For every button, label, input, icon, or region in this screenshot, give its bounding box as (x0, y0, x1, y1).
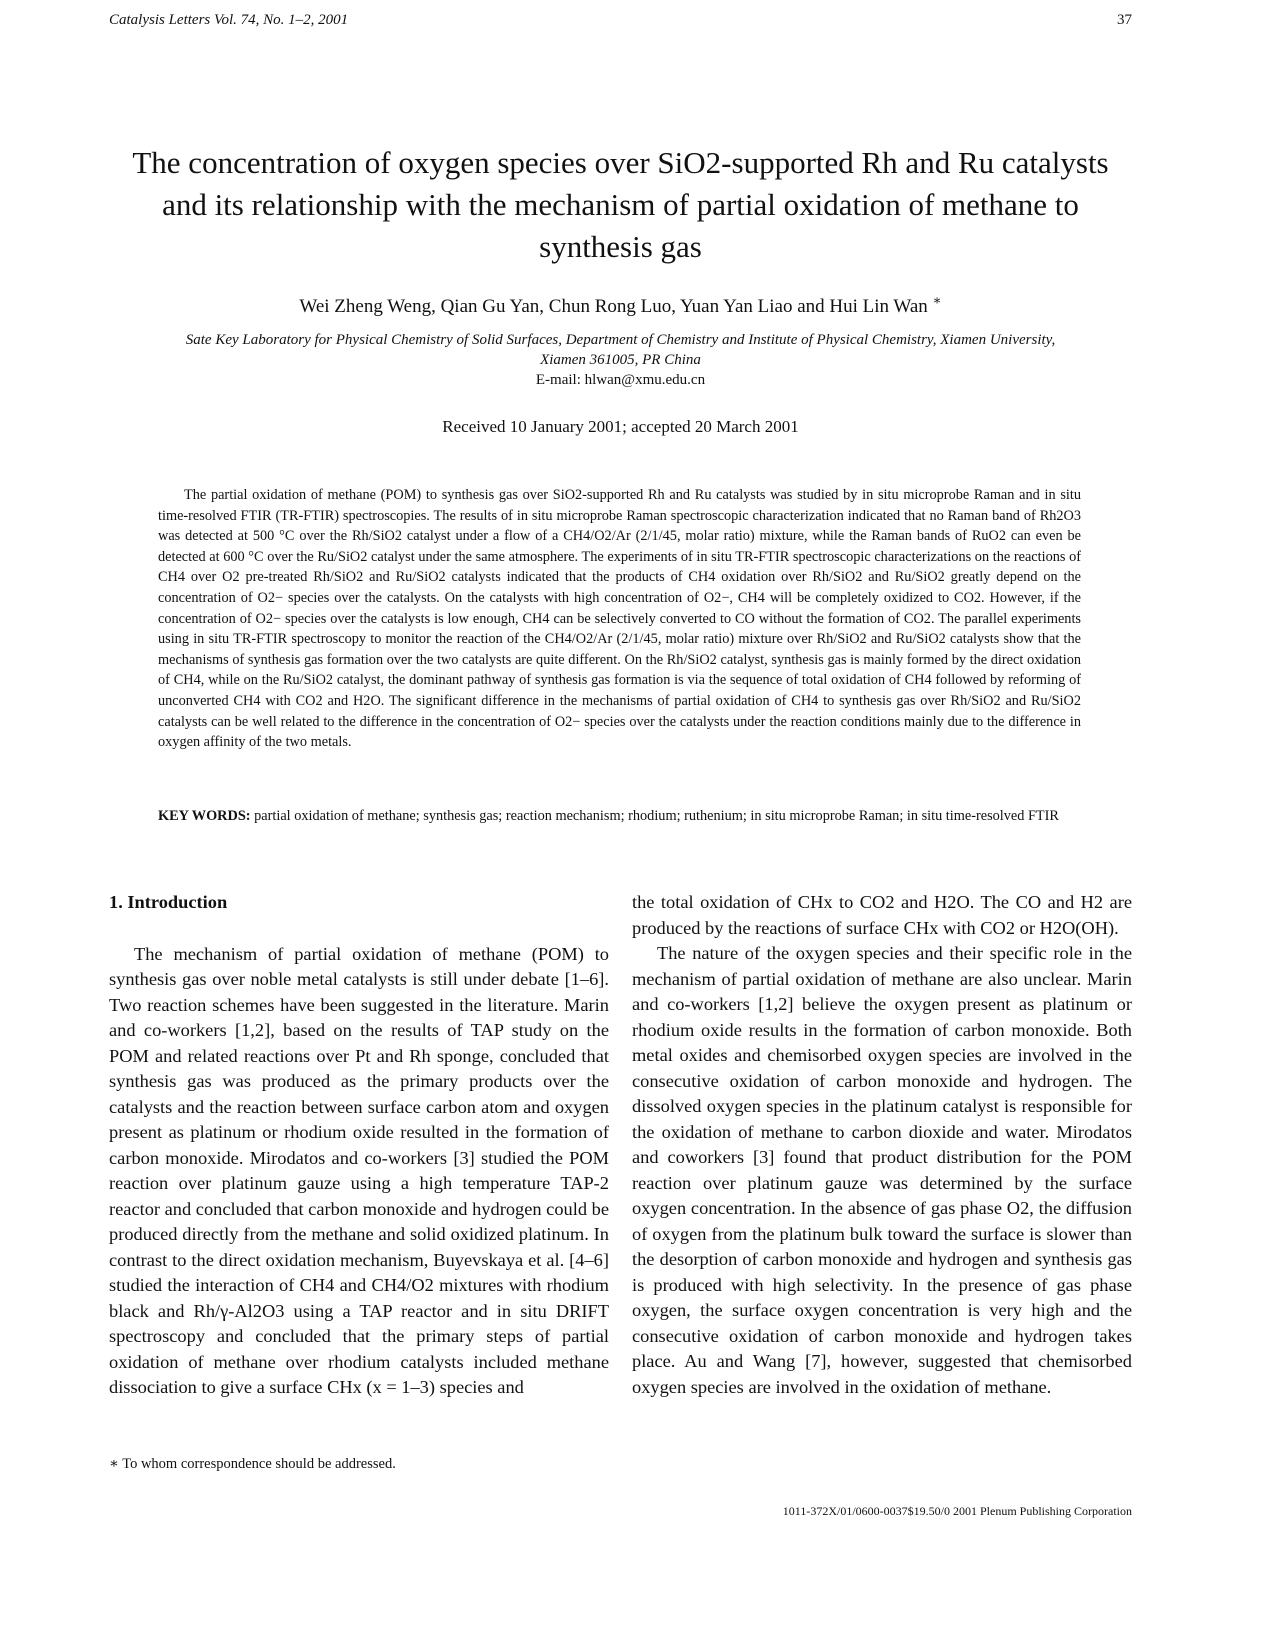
paper-title: The concentration of oxygen species over SiO2-supported Rh and Ru catalysts and its relationship with the mechanism of partial oxidation of methane to synthesis gas (132, 145, 1109, 264)
copyright-line: 1011-372X/01/0600-0037$19.50/0 2001 Plenum Publishing Corporation (782, 1504, 1132, 1518)
journal-citation: Catalysis Letters Vol. 74, No. 1–2, 2001 (109, 12, 349, 28)
footnote: ∗ To whom correspondence should be addressed. (109, 1456, 396, 1472)
keywords (158, 806, 1081, 827)
intro-paragraph-1: The mechanism of partial oxidation of methane (POM) to synthesis gas over noble metal catalysts is still under debate [1–6]. Two reaction schemes have been suggested in the literature. Marin and co-workers [1,2], based on the results of TAP study on the POM and related reactions over Pt and Rh sponge, concluded that synthesis gas was produced as the primary products over the catalysts and the reaction between surface carbon atom and oxygen present as platinum or rhodium oxide resulted in the formation of carbon monoxide. Mirodatos and co-workers [3] studied the POM reaction over platinum gauze using a high temperature TAP-2 reactor and concluded that carbon monoxide and hydrogen could be produced directly from the methane and solid oxidized platinum. In contrast to the direct oxidation mechanism, Buyevskaya et al. [4–6] studied the interaction of CH4 and CH4/O2 mixtures with rhodium black and Rh/γ-Al2O3 using a TAP reactor and in situ DRIFT spectroscopy and concluded that the primary steps of partial oxidation of methane over rhodium catalysts included methane dissociation to give a surface CHx (x = 1–3) species and (109, 943, 609, 1397)
abstract: The partial oxidation of methane (POM) to synthesis gas over SiO2-supported Rh and Ru catalysts was studied by in situ microprobe Raman and in situ time-resolved FTIR (TR-FTIR) spectroscopies. The results of in situ microprobe Raman spectroscopic characterization indicated that no Raman band of Rh2O3 was detected at 500 °C over the Rh/SiO2 catalyst under a flow of a CH4/O2/Ar (2/1/45, molar ratio) mixture, while the Raman bands of RuO2 can even be detected at 600 °C over the Ru/SiO2 catalyst under the same atmosphere. The experiments of in situ TR-FTIR spectroscopic characterizations on the reactions of CH4 over O2 pre-treated Rh/SiO2 and Ru/SiO2 catalysts indicated that the products of CH4 oxidation over Rh/SiO2 and Ru/SiO2 greatly depend on the concentration of O2− species over the catalysts. On the catalysts with high concentration of O2−, CH4 will be completely oxidized to CO2. However, if the concentration of O2− species over the catalysts is low enough, CH4 can be selectively converted to CO without the formation of CO2. The parallel experiments using in situ TR-FTIR spectroscopy to monitor the reaction of the CH4/O2/Ar (2/1/45, molar ratio) mixture over Rh/SiO2 and Ru/SiO2 catalysts show that the mechanisms of synthesis gas formation over the two catalysts are quite different. On the Rh/SiO2 catalyst, synthesis gas is mainly formed by the direct oxidation of CH4, while on the Ru/SiO2 catalyst, the dominant pathway of synthesis gas formation is via the sequence of total oxidation of CH4 followed by reforming of unconverted CH4 with CO2 and H2O. The significant difference in the mechanisms of partial oxidation of CH4 to synthesis gas over Rh/SiO2 and Ru/SiO2 catalysts can be well related to the difference in the concentration of O2− species over the catalysts under the reaction conditions mainly due to the difference in oxygen affinity of the two metals. (158, 487, 1081, 751)
affiliation (109, 330, 1132, 390)
author-names: Wei Zheng Weng, Qian Gu Yan, Chun Rong Luo, Yuan Yan Liao and Hui Lin Wan (299, 296, 928, 317)
keywords-label: KEY WORDS: (158, 808, 251, 824)
intro-paragraph-continued: the total oxidation of CHx to CO2 and H2O. The CO and H2 are produced by the reactions of surface CHx with CO2 or H2O(OH). (632, 892, 1132, 938)
intro-paragraph-2: The nature of the oxygen species and their specific role in the mechanism of partial oxidation of methane are also unclear. Marin and co-workers [1,2] believe the oxygen present as platinum or rhodium oxide results in the formation of carbon monoxide. Both metal oxides and chemisorbed oxygen species are involved in the consecutive oxidation of carbon monoxide and hydrogen. The dissolved oxygen species in the platinum catalyst is responsible for the oxidation of methane to carbon dioxide and water. Mirodatos and coworkers [3] found that product distribution for the POM reaction over platinum gauze was determined by the surface oxygen concentration. In the absence of gas phase O2, the diffusion of oxygen from the platinum bulk toward the surface is slower than the desorption of carbon monoxide and hydrogen and synthesis gas is produced with high selectivity. In the presence of gas phase oxygen, the surface oxygen concentration is very high and the consecutive oxidation of carbon monoxide and hydrogen takes place. Au and Wang [7], however, suggested that chemisorbed oxygen species are involved in the oxidation of methane. (632, 943, 1132, 1397)
author-email: E-mail: hlwan@xmu.edu.cn (535, 372, 706, 388)
author-list (109, 292, 1132, 318)
right-column (632, 890, 1132, 1400)
affiliation-line-1: Sate Key Laboratory for Physical Chemistry of Solid Surfaces, Department of Chemistry and Institute of Physical Chemistry, Xiamen University, (185, 332, 1056, 348)
received-dates: Received 10 January 2001; accepted 20 March 2001 (442, 417, 799, 436)
left-column (109, 890, 609, 1401)
section-heading: 1. Introduction (109, 892, 228, 912)
keywords-text: partial oxidation of methane; synthesis gas; reaction mechanism; rhodium; ruthenium; in situ microprobe Raman; in situ time-resolved FTIR (254, 808, 1059, 824)
affiliation-line-2: Xiamen 361005, PR China (540, 352, 701, 368)
page-number: 37 (1117, 12, 1132, 28)
running-header (109, 12, 1132, 29)
corresponding-author-mark: ∗ (932, 292, 942, 308)
